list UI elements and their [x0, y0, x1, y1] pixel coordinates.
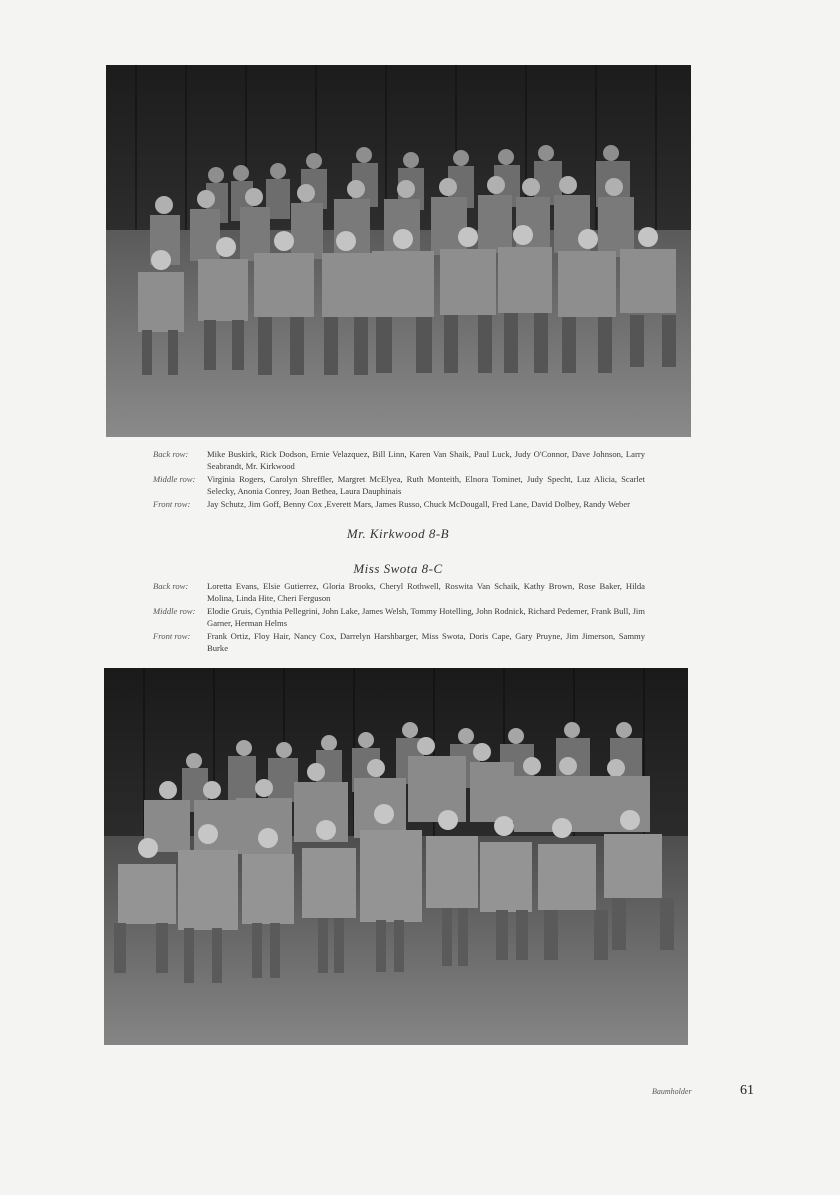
row-label: Middle row:: [153, 606, 196, 616]
class-photo-8c: [104, 668, 688, 1045]
caption-8c: [153, 580, 645, 655]
caption-row-middle: [153, 605, 645, 629]
row-names: Jay Schutz, Jim Goff, Benny Cox ,Everett Mars, James Russo, Chuck McDougall, Fred Lane, David Dolbey, Randy Weber: [207, 499, 631, 509]
row-names: Frank Ortiz, Floy Hair, Nancy Cox, Darrelyn Harshbarger, Miss Swota, Doris Cape, Gary Pruyne, Jim Jimerson, Sammy Burke: [207, 631, 645, 653]
caption-8b: [153, 448, 645, 511]
row-names: Virginia Rogers, Carolyn Shreffler, Margret McElyea, Ruth Monteith, Elnora Tominet, Judy Specht, Luz Alicia, Scarlet Selecky, Anonia Conrey, Joan Bethea, Laura Dauphinais: [207, 474, 645, 496]
row-names: Elodie Gruis, Cynthia Pellegrini, John Lake, James Welsh, Tommy Hotelling, John Rodnick, Richard Pedemer, Frank Bull, Jim Garner, Herman Helms: [207, 606, 645, 628]
row-label: Front row:: [153, 499, 191, 509]
class-title-8b: Mr. Kirkwood 8-B: [346, 526, 450, 541]
class-photo-8c-image: [104, 668, 688, 1045]
caption-row-front: [153, 498, 645, 510]
class-photo-8b-image: [106, 65, 691, 437]
caption-row-middle: [153, 473, 645, 497]
row-label: Back row:: [153, 581, 189, 591]
caption-row-back: [153, 580, 645, 604]
class-photo-8b: [106, 65, 691, 437]
caption-row-front: [153, 630, 645, 654]
page-number: 61: [740, 1083, 754, 1098]
footer-publication-name: Baumholder: [652, 1087, 692, 1096]
caption-row-back: [153, 448, 645, 472]
class-title-8c: Miss Swota 8-C: [353, 561, 443, 576]
row-label: Back row:: [153, 449, 189, 459]
row-label: Middle row:: [153, 474, 196, 484]
row-names: Loretta Evans, Elsie Gutierrez, Gloria Brooks, Cheryl Rothwell, Roswita Van Schaik, Kathy Brown, Rose Baker, Hilda Molina, Linda Hite, Cheri Ferguson: [207, 581, 645, 603]
row-names: Mike Buskirk, Rick Dodson, Ernie Velazquez, Bill Linn, Karen Van Shaik, Paul Luck, Judy O'Connor, Dave Johnson, Larry Seabrandt, Mr. Kirkwood: [207, 449, 645, 471]
row-label: Front row:: [153, 631, 191, 641]
